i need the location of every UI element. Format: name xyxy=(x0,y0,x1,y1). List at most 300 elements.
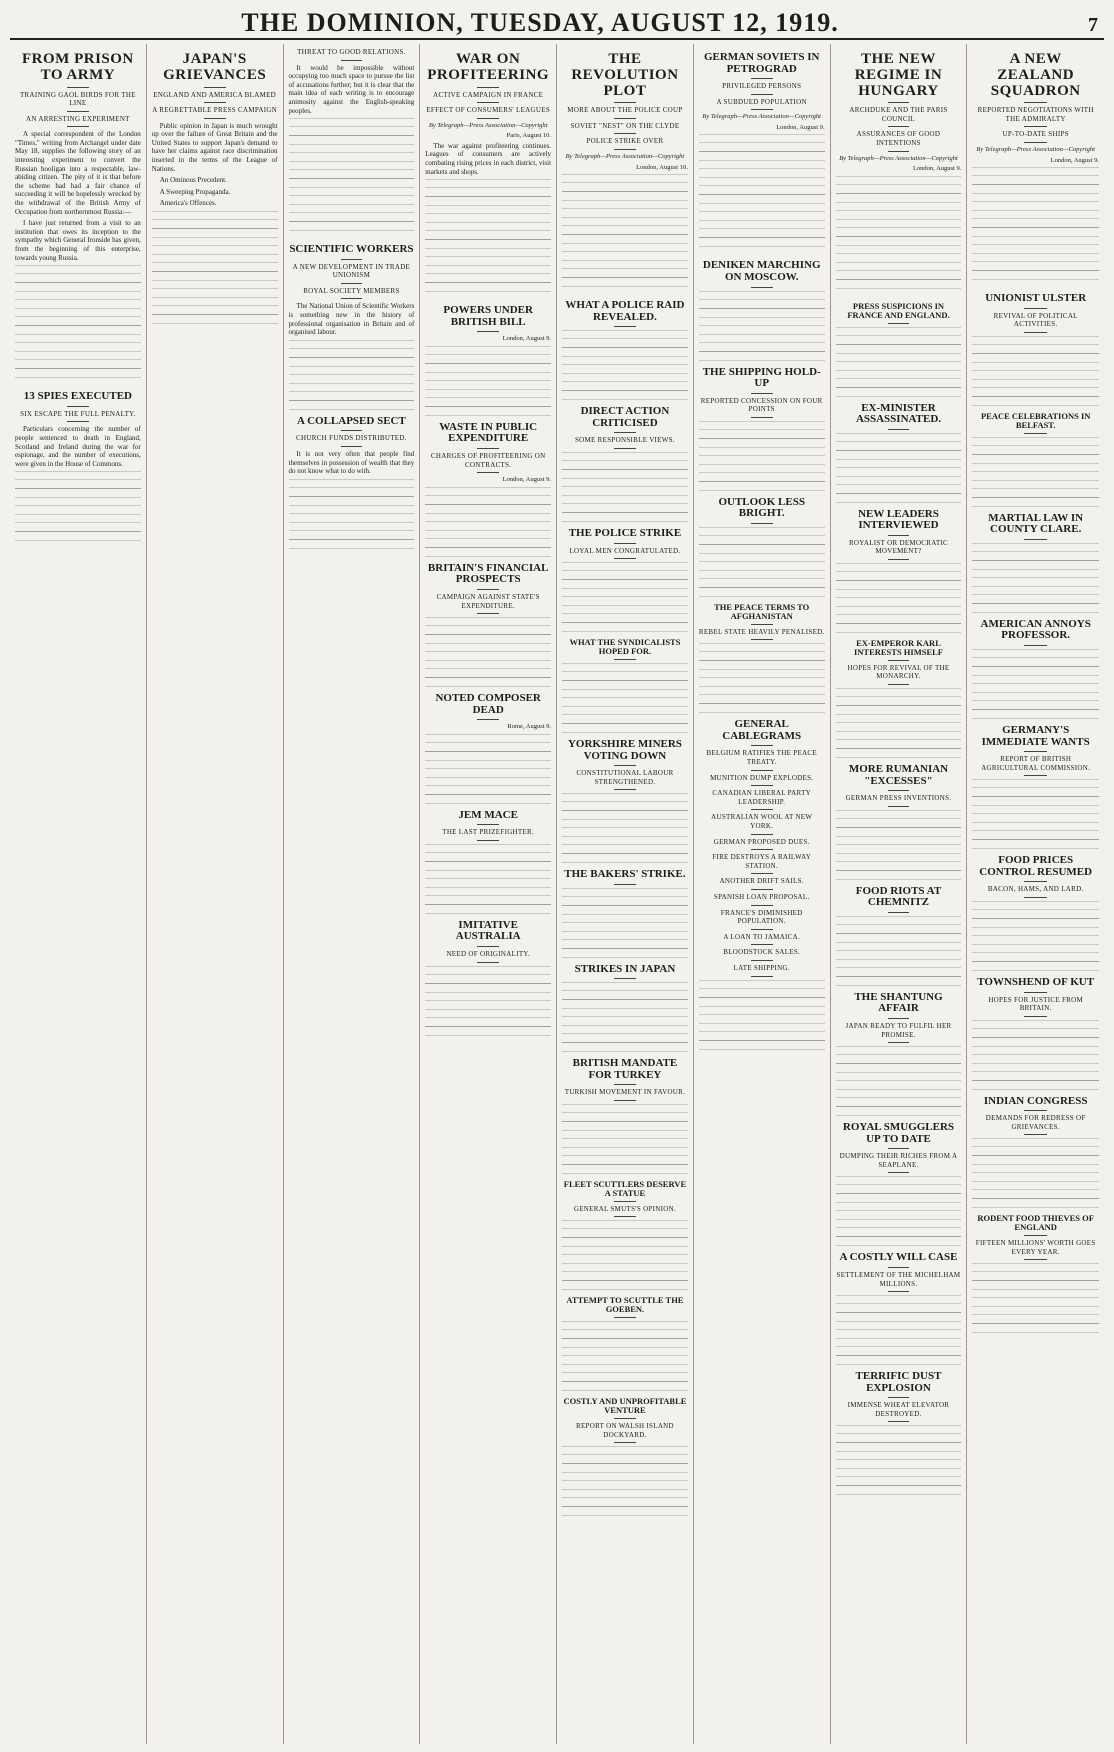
subhead-rule xyxy=(888,684,910,685)
dateline: London, August 9. xyxy=(502,335,552,343)
column xyxy=(284,44,421,1744)
body-text xyxy=(972,1138,1099,1208)
subhead-rule xyxy=(888,559,910,560)
dateline: London, August 10. xyxy=(636,163,688,171)
headline: A COSTLY WILL CASE xyxy=(839,1251,958,1264)
subheadline: DUMPING THEIR RICHES FROM A SEAPLANE. xyxy=(839,1152,958,1169)
dateline: London, August 9. xyxy=(1050,156,1099,164)
article xyxy=(836,1122,962,1246)
subhead-rule xyxy=(1024,1016,1047,1017)
headline-rule xyxy=(614,1317,636,1318)
article xyxy=(15,52,141,385)
body-text xyxy=(836,916,962,986)
body-text xyxy=(562,1104,688,1174)
dateline: Paris, August 10. xyxy=(506,132,552,140)
article xyxy=(836,639,962,758)
headline: TERRIFIC DUST EXPLOSION xyxy=(855,1370,942,1394)
body-text xyxy=(425,487,551,557)
subheadline: ROYALIST OR DEMOCRATIC MOVEMENT? xyxy=(848,538,948,556)
subheadline: ACTIVE CAMPAIGN IN FRANCE xyxy=(433,90,544,99)
headline: YORKSHIRE MINERS VOTING DOWN xyxy=(567,737,682,762)
headline: JEM MACE xyxy=(458,808,518,821)
article xyxy=(836,52,962,296)
subhead-rule xyxy=(751,976,773,977)
headline-rule xyxy=(614,1418,636,1419)
headline: JAPAN'S GRIEVANCES xyxy=(163,51,267,83)
subheadline: ASSURANCES OF GOOD INTENTIONS xyxy=(856,130,941,148)
article xyxy=(562,300,688,400)
paragraph: Public opinion in Japan is much wrought up over the failure of Great Britain and the United States to support Japan's demand to have her claims against race discrimination inserted in the terms of the League of Nations. xyxy=(151,121,278,173)
subheadline: CHARGES OF PROFITEERING ON CONTRACTS. xyxy=(430,452,546,469)
body-text xyxy=(836,327,962,397)
headline: A NEW ZEALAND SQUADRON xyxy=(990,51,1081,99)
body-text xyxy=(562,663,688,733)
article xyxy=(836,1371,962,1495)
subheadline: A REGRETTABLE PRESS CAMPAIGN xyxy=(152,106,278,115)
body-text xyxy=(972,649,1099,719)
subheadline: AN ARRESTING EXPERIMENT xyxy=(26,114,130,123)
article xyxy=(836,509,962,633)
subhead-rule xyxy=(751,809,773,810)
subhead-rule xyxy=(341,60,363,61)
subheadline: BACON, HAMS, AND LARD. xyxy=(987,885,1084,894)
subhead-rule xyxy=(477,472,499,473)
body-text xyxy=(836,810,962,880)
body-text xyxy=(836,563,962,633)
subhead-rule xyxy=(751,960,773,961)
headline-rule xyxy=(1024,1235,1047,1236)
headline-rule xyxy=(1024,539,1047,540)
headline-rule xyxy=(67,87,89,88)
headline-rule xyxy=(888,912,910,913)
headline-rule xyxy=(888,429,910,430)
subheadline: TRAINING GAOL BIRDS FOR THE LINE xyxy=(19,90,136,108)
headline-rule xyxy=(341,259,363,260)
article xyxy=(289,244,415,410)
headline-rule xyxy=(1024,645,1047,646)
article xyxy=(972,1214,1099,1333)
headline: PEACE CELEBRATIONS IN BELFAST. xyxy=(980,410,1091,430)
article xyxy=(425,563,551,687)
subheadline: GERMAN PROPOSED DUES. xyxy=(713,837,810,846)
paragraph: A Sweeping Propaganda. xyxy=(159,187,231,196)
article xyxy=(562,1397,688,1516)
headline-rule xyxy=(614,102,636,103)
subheadline: FIFTEEN MILLIONS' WORTH GOES EVERY YEAR. xyxy=(975,1239,1096,1256)
article xyxy=(972,1096,1099,1209)
subheadline: REBEL STATE HEAVILY PENALISED. xyxy=(698,627,825,636)
headline: ROYAL SMUGGLERS UP TO DATE xyxy=(842,1121,955,1145)
article xyxy=(836,764,962,880)
column xyxy=(967,44,1104,1744)
headline: THE NEW REGIME IN HUNGARY xyxy=(854,51,943,99)
subhead-rule xyxy=(477,118,499,119)
byline: By Telegraph—Press Association—Copyright xyxy=(428,121,548,129)
article xyxy=(699,603,825,713)
body-text xyxy=(972,167,1099,287)
subhead-rule xyxy=(67,421,89,422)
body-text xyxy=(972,543,1099,613)
headline-rule xyxy=(614,1201,636,1202)
subhead-rule xyxy=(204,102,226,103)
headline-rule xyxy=(1024,433,1047,434)
body-text xyxy=(15,265,141,385)
subhead-rule xyxy=(751,944,773,945)
subhead-rule xyxy=(751,94,773,95)
headline: WASTE IN PUBLIC EXPENDITURE xyxy=(439,420,538,445)
body-text xyxy=(152,211,278,331)
headline: FOOD PRICES CONTROL RESUMED xyxy=(979,854,1093,878)
article xyxy=(836,886,962,986)
body-text xyxy=(972,1020,1099,1090)
article xyxy=(972,412,1099,507)
headline: EX-EMPEROR KARL INTERESTS HIMSELF xyxy=(853,638,943,657)
subheadline: CANADIAN LIBERAL PARTY LEADERSHIP. xyxy=(712,789,812,806)
body-text xyxy=(836,433,962,503)
subheadline: SETTLEMENT OF THE MICHELHAM MILLIONS. xyxy=(836,1270,961,1288)
headline: MARTIAL LAW IN COUNTY CLARE. xyxy=(988,511,1084,536)
article xyxy=(836,302,962,397)
subheadline: SOVIET "NEST" ON THE CLYDE xyxy=(570,121,680,130)
body-text xyxy=(972,437,1099,507)
headline: PRESS SUSPICIONS IN FRANCE AND ENGLAND. xyxy=(847,300,950,320)
headline-rule xyxy=(67,406,89,407)
headline: FOOD RIOTS AT CHEMNITZ xyxy=(855,884,942,909)
article xyxy=(836,992,962,1116)
subheadline: TURKISH MOVEMENT IN FAVOUR. xyxy=(564,1088,686,1097)
subheadline: THE LAST PRIZEFIGHTER. xyxy=(442,828,535,837)
subheadline: A LOAN TO JAMAICA. xyxy=(723,932,801,941)
headline-rule xyxy=(614,765,636,766)
body-text xyxy=(562,452,688,522)
body-text xyxy=(836,176,962,296)
subhead-rule xyxy=(1024,1134,1047,1135)
headline: MORE RUMANIAN "EXCESSES" xyxy=(848,763,949,787)
headline-rule xyxy=(614,326,636,327)
columns-container xyxy=(10,44,1104,1744)
headline-rule xyxy=(888,660,910,661)
headline-rule xyxy=(477,448,499,449)
headline: POWERS UNDER BRITISH BILL xyxy=(443,304,533,328)
subheadline: CONSTITUTIONAL LABOUR STRENGTHENED. xyxy=(576,769,674,786)
article xyxy=(836,403,962,503)
subhead-rule xyxy=(614,133,636,134)
subheadline: LOYAL MEN CONGRATULATED. xyxy=(569,546,681,555)
subhead-rule xyxy=(751,109,773,110)
headline-rule xyxy=(204,87,226,88)
article xyxy=(425,422,551,557)
subheadline: IMMENSE WHEAT ELEVATOR DESTROYED. xyxy=(847,1401,950,1418)
headline: 13 SPIES EXECUTED xyxy=(23,390,132,403)
body-text xyxy=(425,179,551,299)
headline: BRITAIN'S FINANCIAL PROSPECTS xyxy=(427,561,549,586)
body-text xyxy=(699,643,825,713)
subhead-rule xyxy=(888,1042,910,1043)
paragraph: I have just returned from a visit to an institution that owes its inception to the sympathy which General Ironside has given, from the beginning of this enterprise, towards young Russia. xyxy=(15,219,141,262)
article xyxy=(562,739,688,863)
subhead-rule xyxy=(751,849,773,850)
headline-rule xyxy=(614,543,636,544)
dateline: Rome, August 9. xyxy=(507,723,552,731)
headline: WHAT A POLICE RAID REVEALED. xyxy=(565,299,685,323)
body-text xyxy=(289,340,415,410)
column xyxy=(557,44,694,1744)
article xyxy=(699,719,825,1049)
subhead-rule xyxy=(888,151,910,152)
paragraph: America's Offences. xyxy=(159,199,217,208)
subheadline: REPORT OF BRITISH AGRICULTURAL COMMISSION. xyxy=(981,755,1091,772)
subheadline: AUSTRALIAN WOOL AT NEW YORK. xyxy=(711,813,813,831)
subhead-rule xyxy=(614,1442,636,1443)
headline: TOWNSHEND OF KUT xyxy=(977,975,1095,988)
headline: COSTLY AND UNPROFITABLE VENTURE xyxy=(563,1396,687,1416)
body-text xyxy=(836,1176,962,1246)
subheadline: UP-TO-DATE SHIPS xyxy=(1002,130,1069,139)
headline-rule xyxy=(477,719,499,720)
subheadline: ARCHDUKE AND THE PARIS COUNCIL xyxy=(849,106,948,123)
body-text xyxy=(562,1446,688,1516)
dateline: London, August 9. xyxy=(912,165,962,173)
headline: ATTEMPT TO SCUTTLE THE GOEBEN. xyxy=(566,1295,684,1315)
article xyxy=(562,869,688,958)
subheadline: GERMAN PRESS INVENTIONS. xyxy=(845,794,952,803)
subhead-rule xyxy=(67,111,89,112)
headline: AMERICAN ANNOYS PROFESSOR. xyxy=(980,617,1091,642)
headline: THE BAKERS' STRIKE. xyxy=(564,868,686,881)
article xyxy=(562,1296,688,1391)
headline: INDIAN CONGRESS xyxy=(983,1094,1088,1107)
body-text xyxy=(289,479,415,549)
article xyxy=(972,52,1099,287)
subheadline: REVIVAL OF POLITICAL ACTIVITIES. xyxy=(993,311,1078,329)
headline-rule xyxy=(477,87,499,88)
body-text xyxy=(562,1220,688,1290)
subhead-rule xyxy=(1024,142,1047,143)
article xyxy=(425,920,551,1036)
body-text xyxy=(699,421,825,491)
subheadline: BLOODSTOCK SALES. xyxy=(723,948,801,957)
subheadline: PRIVILEGED PERSONS xyxy=(722,82,802,91)
masthead xyxy=(10,6,1104,40)
body-text xyxy=(699,527,825,597)
article xyxy=(425,810,551,914)
body-text xyxy=(562,888,688,958)
headline-rule xyxy=(477,824,499,825)
column xyxy=(10,44,147,1744)
body-text xyxy=(972,1263,1099,1333)
subhead-rule xyxy=(614,448,636,449)
subheadline: ENGLAND AND AMERICA BLAMED xyxy=(153,90,276,99)
subheadline: A SUBDUED POPULATION xyxy=(716,97,807,106)
article xyxy=(972,977,1099,1090)
headline: A COLLAPSED SECT xyxy=(297,414,406,427)
subheadline: FRANCE'S DIMINISHED POPULATION. xyxy=(720,908,803,926)
subhead-rule xyxy=(888,1421,910,1422)
subhead-rule xyxy=(614,1100,636,1101)
article xyxy=(972,293,1099,406)
headline-rule xyxy=(341,430,363,431)
headline-rule xyxy=(751,745,773,746)
dateline: London, August 9. xyxy=(502,476,552,484)
subheadline: CHURCH FUNDS DISTRIBUTED. xyxy=(296,434,407,443)
headline-rule xyxy=(1024,1110,1047,1111)
subhead-rule xyxy=(341,283,363,284)
subheadline: MORE ABOUT THE POLICE COUP xyxy=(567,106,683,115)
subheadline: CAMPAIGN AGAINST STATE'S EXPENDITURE. xyxy=(436,592,540,610)
subheadline: GENERAL SMUTS'S OPINION. xyxy=(573,1204,676,1213)
headline-rule xyxy=(888,1267,910,1268)
subhead-rule xyxy=(614,1216,636,1217)
body-text xyxy=(425,346,551,416)
body-text xyxy=(289,118,415,238)
headline: DENIKEN MARCHING ON MOSCOW. xyxy=(702,259,821,284)
dateline: London, August 9. xyxy=(776,123,825,131)
body-text xyxy=(425,734,551,804)
subheadline: A NEW DEVELOPMENT IN TRADE UNIONISM xyxy=(292,262,411,280)
article xyxy=(425,693,551,804)
headline: RODENT FOOD THIEVES OF ENGLAND xyxy=(977,1213,1094,1233)
subhead-rule xyxy=(477,962,499,963)
paragraph: A special correspondent of the London "Times," writing from Archangel under date May 18, supplies the following story of an interesting experiment to convert the Russian hooligan into a respectable, law-abiding citizen. The pity of it is that before the scheme had had a fair chance of succeeding it will be hopelessly wrecked by the withdrawal of the British Army of Occupation from northernmost Russia:— xyxy=(15,130,141,216)
headline: NEW LEADERS INTERVIEWED xyxy=(858,507,939,532)
subheadline: NEED OF ORIGINALITY. xyxy=(446,950,530,959)
subheadline: EFFECT OF CONSUMERS' LEAGUES xyxy=(426,106,551,115)
headline: WHAT THE SYNDICALISTS HOPED FOR. xyxy=(569,637,681,657)
subhead-rule xyxy=(1024,775,1047,776)
subhead-rule xyxy=(614,558,636,559)
article xyxy=(562,638,688,733)
subhead-rule xyxy=(477,613,499,614)
subhead-rule xyxy=(341,446,363,447)
headline: GERMAN SOVIETS IN PETROGRAD xyxy=(703,51,820,75)
byline: By Telegraph—Press Association—Copyright xyxy=(976,146,1095,154)
article xyxy=(289,48,415,238)
paragraph: It is not very often that people find themselves in possession of wealth that they do not know what to do with. xyxy=(288,450,415,476)
headline-rule xyxy=(1024,751,1047,752)
article xyxy=(699,497,825,597)
body-text xyxy=(836,1046,962,1116)
newspaper-title: THE DOMINION, TUESDAY, AUGUST 12, 1919. xyxy=(241,8,839,37)
body-text xyxy=(425,966,551,1036)
subheadline: MUNITION DUMP EXPLODES. xyxy=(710,773,814,782)
byline: By Telegraph—Press Association—Copyright xyxy=(839,154,958,162)
paragraph: The National Union of Scientific Workers is something new in the history of professional organisation in Britain and of organised labour. xyxy=(288,302,415,337)
article xyxy=(425,305,551,416)
headline-rule xyxy=(1024,992,1047,993)
body-text xyxy=(562,330,688,400)
body-text xyxy=(15,471,141,541)
headline: THE PEACE TERMS TO AFGHANISTAN xyxy=(714,601,810,621)
byline: By Telegraph—Press Association—Copyright xyxy=(565,153,685,161)
headline: THE SHANTUNG AFFAIR xyxy=(854,990,943,1015)
subheadline: SIX ESCAPE THE FULL PENALTY. xyxy=(20,409,136,418)
headline: GERMANY'S IMMEDIATE WANTS xyxy=(981,723,1090,748)
subhead-rule xyxy=(1024,332,1047,333)
article xyxy=(562,964,688,1053)
body-text xyxy=(972,336,1099,406)
subhead-rule xyxy=(1024,897,1047,898)
headline: FLEET SCUTTLERS DESERVE A STATUE xyxy=(563,1179,687,1198)
column xyxy=(147,44,284,1744)
body-text xyxy=(699,134,825,254)
headline: BRITISH MANDATE FOR TURKEY xyxy=(572,1057,678,1081)
body-text xyxy=(699,291,825,361)
subheadline: JAPAN READY TO FULFIL HER PROMISE. xyxy=(845,1021,952,1039)
column xyxy=(831,44,968,1744)
headline-rule xyxy=(888,102,910,103)
subhead-rule xyxy=(341,298,363,299)
byline: By Telegraph—Press Association—Copyright xyxy=(702,113,821,121)
body-text xyxy=(972,779,1099,849)
subhead-rule xyxy=(614,789,636,790)
subhead-rule xyxy=(1024,126,1047,127)
headline: THE SHIPPING HOLD-UP xyxy=(702,365,821,390)
article xyxy=(972,513,1099,613)
body-text xyxy=(562,562,688,632)
subhead-rule xyxy=(751,834,773,835)
subhead-rule xyxy=(888,806,910,807)
subhead-rule xyxy=(751,639,773,640)
body-text xyxy=(425,844,551,914)
headline-rule xyxy=(614,1084,636,1085)
column xyxy=(694,44,831,1744)
article xyxy=(289,416,415,549)
subheadline: LATE SHIPPING. xyxy=(733,963,790,972)
subhead-rule xyxy=(477,102,499,103)
body-text xyxy=(972,901,1099,971)
headline-rule xyxy=(477,331,499,332)
subhead-rule xyxy=(1024,1259,1047,1260)
subhead-rule xyxy=(751,873,773,874)
subheadline: THREAT TO GOOD RELATIONS. xyxy=(297,48,406,56)
column xyxy=(420,44,557,1744)
body-text xyxy=(562,982,688,1052)
subheadline: SOME RESPONSIBLE VIEWS. xyxy=(574,436,675,445)
headline-rule xyxy=(1024,881,1047,882)
paragraph: It would be impossible without occupying too much space to pursue the list of accusations further; but it is clear that the main idea of each writing is to encourage animosity against the English-speaking peoples. xyxy=(288,63,415,115)
article xyxy=(562,1058,688,1174)
headline: FROM PRISON TO ARMY xyxy=(22,51,134,83)
headline-rule xyxy=(614,884,636,885)
headline: OUTLOOK LESS BRIGHT. xyxy=(718,495,805,520)
body-text xyxy=(836,1295,962,1365)
subhead-rule xyxy=(614,118,636,119)
subhead-rule xyxy=(614,149,636,150)
article xyxy=(152,52,278,331)
subheadline: ROYAL SOCIETY MEMBERS xyxy=(303,286,400,295)
article xyxy=(699,52,825,254)
subhead-rule xyxy=(888,1291,910,1292)
headline-rule xyxy=(1024,102,1047,103)
article xyxy=(836,1252,962,1365)
body-text xyxy=(562,1321,688,1391)
headline-rule xyxy=(614,978,636,979)
headline-rule xyxy=(614,659,636,660)
subhead-rule xyxy=(751,785,773,786)
headline: EX-MINISTER ASSASSINATED. xyxy=(855,401,942,426)
page-number: 7 xyxy=(1088,14,1098,36)
headline: GENERAL CABLEGRAMS xyxy=(722,718,802,742)
subhead-rule xyxy=(888,126,910,127)
subheadline: POLICE STRIKE OVER xyxy=(586,137,664,146)
headline-rule xyxy=(888,790,910,791)
headline-rule xyxy=(888,1397,910,1398)
subhead-rule xyxy=(67,126,89,127)
subheadline: REPORTED NEGOTIATIONS WITH THE ADMIRALTY xyxy=(977,106,1094,123)
headline: THE REVOLUTION PLOT xyxy=(571,51,679,99)
paragraph: The war against profiteering continues. Leagues of consumers are actively combating rising prices in each district, visit markets and shops. xyxy=(425,141,552,176)
subheadline: REPORTED CONCESSION ON FOUR POINTS xyxy=(700,396,823,414)
